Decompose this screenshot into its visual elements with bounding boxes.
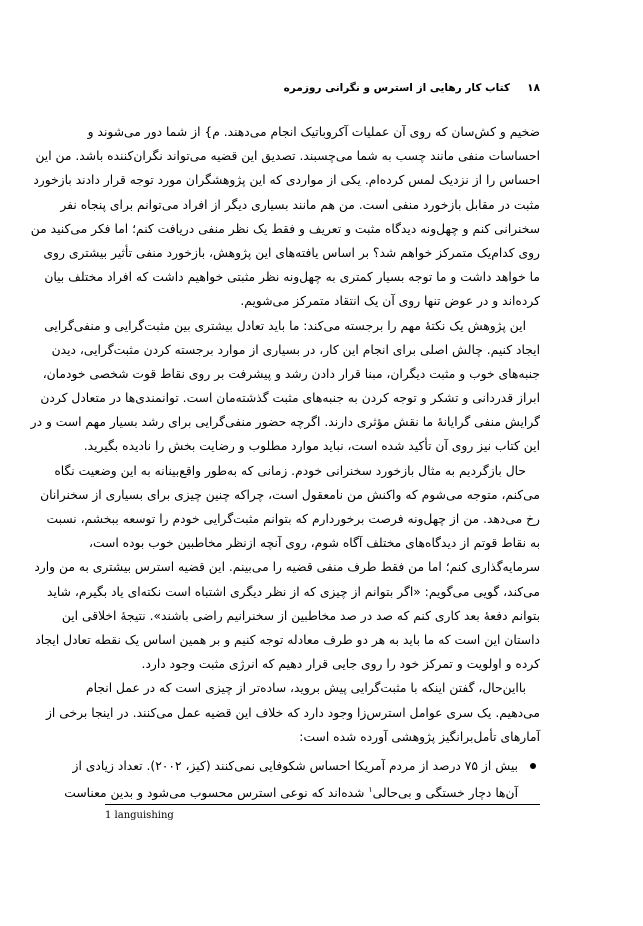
- text-line: بااین‌حال، گفتن اینکه با مثبت‌گرایی پیش بروید، ساده‌تر از چیزی است که در عمل انجام: [85, 681, 526, 696]
- bullet-list: [64, 754, 540, 802]
- bullet-item: [72, 754, 540, 778]
- text-line: مثبت در مقابل بازخورد منفی است. من هم مانند بسیاری دیگر از افراد می‌توانم برای پنجاه نفر: [60, 197, 540, 212]
- text-line: می‌کند، گویی می‌گویم: «اگر بتوانم از چیزی که از نظر دیگری اشتباه است نکته‌ای یاد بگیرم، شاید: [47, 584, 540, 599]
- text-line: احساس را از نزدیک لمس کرده‌ام. یکی از مواردی که این پژوهشگران مورد توجه قرار دادند بازخورد: [33, 173, 540, 188]
- book-title: کتاب کار رهایی از استرس و نگرانی روزمره: [283, 82, 510, 94]
- text-line: ابراز قدردانی و تشکر و توجه کردن به جنبه‌های مثبت گذشته‌مان است. توانمندی‌ها در متعادل کردن: [40, 391, 540, 406]
- text-line: کرده و اولویت و تمرکز خود را روی جایی قرار دهیم که انرژی مثبت وجود دارد.: [141, 657, 540, 672]
- text-line: ما خواهد داشت و ما توجه بسیار کمتری به چهل‌ونه نظر مثبتی خواهیم داشت که افراد مختلف بیان: [44, 270, 540, 285]
- text-line: به نقاط قوتم از دیدگاه‌های مختلف آگاه شوم، روی آنچه ازنظر مخاطبین خوب بوده است،: [88, 536, 540, 551]
- footnote-ref[interactable]: ۱: [368, 785, 373, 795]
- text-line: روی کدام‌یک متمرکز خواهم شد؟ بر اساس یافته‌های این پژوهش، بازخورد منفی تأثیر بیشتری روی: [43, 245, 540, 260]
- text-line: ایجاد کنیم. چالش اصلی برای انجام این کار، در بسیاری از موارد برجسته کردن مثبت‌گرایی، دیدن: [51, 342, 540, 357]
- text-line: جنبه‌های خوب و مثبت دیگران، مبنا قرار دادن رشد و پیشرفت بر روی نقاط قوت شخصی خودمان،: [42, 366, 540, 381]
- footnote-divider: [105, 804, 540, 805]
- footnote: 1 languishing: [105, 810, 174, 821]
- bullet-continuation: [64, 778, 540, 802]
- body-text: [30, 120, 540, 749]
- text-line: آمارهای تأمل‌برانگیز پژوهشی آورده شده است:: [299, 729, 540, 744]
- bullet-text: بیش از ۷۵ درصد از مردم آمریکا احساس شکوفایی نمی‌کنند (کیز، ۲۰۰۲). تعداد زیادی از: [72, 759, 518, 773]
- text-line: حال بازگردیم به مثال بازخورد سخنرانی خودم. زمانی که به‌طور واقع‌بینانه به این وضعیت نگاه: [54, 463, 526, 478]
- text-line: می‌دهیم. یک سری عوامل استرس‌زا وجود دارد که خلاف این قضیه عمل می‌کنند. در اینجا برخی از: [45, 705, 540, 720]
- text-line: می‌کنم، متوجه می‌شوم که واکنش من نامعقول است، چراکه چنین چیزی برای بسیاری از سخنرانان: [40, 487, 540, 502]
- text-line: این پژوهش یک نکتهٔ مهم را برجسته می‌کند: ما باید تعادل بیشتری بین مثبت‌گرایی و منفی‌گرایی: [44, 318, 526, 333]
- text-line: بتوانم دفعهٔ بعد کاری کنم که صد در صد مخاطبین از سخنرانیم راضی باشند». نتیجهٔ اخلاقی این: [61, 608, 540, 623]
- text-line: ضخیم و کش‌سان که روی آن عملیات آکروباتیک انجام می‌دهند. م} از شما دور می‌شوند و: [87, 125, 540, 139]
- text-line: داستان این است که ما باید به هر دو طرف معادله توجه کنیم و بر همین اساس یک نقطه تعادل ایجاد: [35, 632, 540, 647]
- text-line: سرمایه‌گذاری کنم؛ اما من فقط طرف منفی قضیه را می‌بینم. این قضیه استرس بیشتری به من وارد: [34, 560, 540, 575]
- bullet-text: شده‌اند که نوعی استرس محسوب می‌شود و بدین معناست: [64, 786, 369, 801]
- bullet-icon: [530, 763, 536, 769]
- page-number: ۱۸: [527, 82, 540, 94]
- text-line: گرایش منفی گرایانهٔ ما نقش مؤثری دارند. اگرچه حضور منفی‌گرایی برای رشد بسیار مهم است و در: [30, 415, 540, 430]
- text-line: احساسات منفی مانند چسب به شما می‌چسبند. تصدیق این قضیه می‌تواند نگران‌کننده باشد. من این: [35, 149, 540, 164]
- text-line: این کتاب نیز روی آن تأکید شده است، نباید موارد مطلوب و رضایت بخش را نادیده بگیرید.: [83, 439, 540, 454]
- text-line: سخنرانی کنم و چهل‌ونه دیدگاه مثبت و تعریف و فقط یک نظر منفی دریافت کنم؛ اما فکر می‌کنید من: [30, 221, 540, 236]
- running-header: [105, 82, 540, 100]
- bullet-text: آن‌ها دچار خستگی و بی‌حالی: [372, 786, 518, 801]
- text-line: کرده‌اند و در عوض تنها روی آن یک انتقاد متمرکز می‌شویم.: [240, 294, 540, 309]
- text-line: رخ می‌دهد. من از چهل‌ونه فرصت برخوردارم که بتوانم مثبت‌گرایی خودم را توسعه ببخشم، نسبت: [46, 512, 540, 526]
